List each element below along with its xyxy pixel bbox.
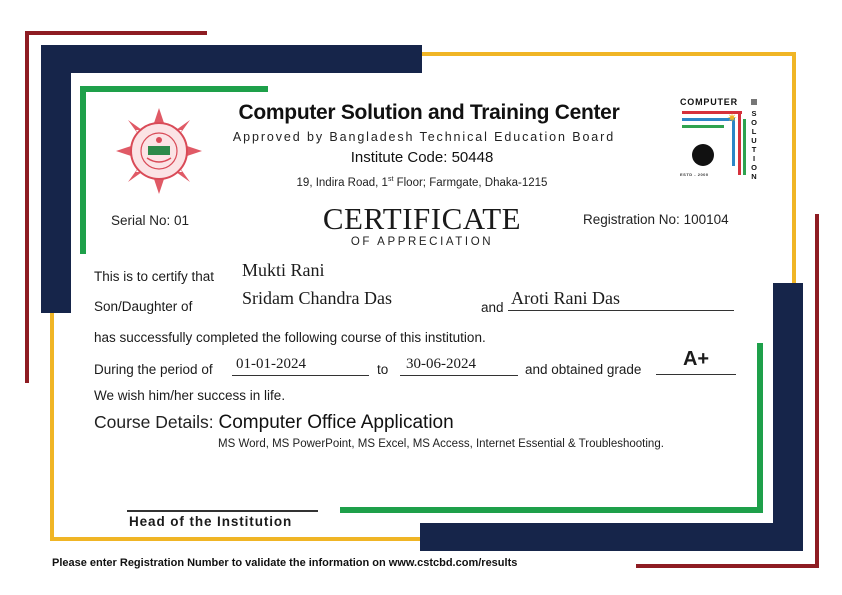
logo-line-5: [732, 118, 735, 166]
frame-red-right: [815, 214, 819, 568]
completed-text: has successfully completed the following course of this institution.: [94, 330, 486, 345]
logo-caption: ESTD - 2000: [680, 172, 709, 177]
frame-navy-bottom: [420, 523, 803, 551]
address-part-2: Floor; Farmgate, Dhaka-1215: [393, 176, 548, 189]
logo-star-icon: ✷: [727, 111, 738, 125]
frame-red-top: [25, 31, 207, 35]
grade-value: A+: [656, 348, 736, 375]
signature-line: [127, 510, 318, 512]
institute-code: Institute Code: 50448: [350, 149, 494, 166]
frame-red-bottom: [636, 564, 819, 568]
address-part-1: 19, Indira Road, 1: [296, 176, 388, 189]
logo-word-computer: COMPUTER: [680, 97, 738, 107]
institute-address: [270, 176, 574, 189]
registration-value: 100104: [683, 212, 729, 227]
logo-word-solution: S O L U T I O N: [751, 109, 757, 181]
signature-label: Head of the Institution: [129, 514, 293, 529]
frame-navy-left: [41, 45, 71, 313]
wish-text: We wish him/her success in life.: [94, 388, 286, 403]
logo-dot: [692, 144, 714, 166]
mother-name: Aroti Rani Das: [508, 288, 734, 311]
frame-red-left: [25, 31, 29, 383]
to-label: to: [377, 362, 389, 377]
course-modules: MS Word, MS PowerPoint, MS Excel, MS Access, Internet Essential & Troubleshooting.: [218, 438, 664, 450]
certificate-subtitle: OF APPRECIATION: [350, 236, 494, 248]
certify-label: This is to certify that: [94, 269, 215, 284]
address-superscript: st: [387, 176, 394, 183]
grade-label: and obtained grade: [525, 362, 642, 377]
institute-name: Computer Solution and Training Center: [238, 101, 620, 124]
logo-line-6: [743, 119, 746, 175]
approval-text: Approved by Bangladesh Technical Education Board: [232, 130, 616, 144]
certificate-title: CERTIFICATE: [322, 201, 522, 236]
frame-yellow-top: [422, 52, 796, 56]
frame-navy-right: [773, 283, 803, 551]
frame-navy-top: [41, 45, 422, 73]
footer-note: Please enter Registration Number to validate the information on www.cstcbd.com/results: [52, 557, 518, 569]
serial-label: Serial No:: [111, 213, 171, 228]
logo-line-3: [682, 125, 724, 128]
frame-green-top: [80, 86, 268, 92]
logo-square: [751, 99, 757, 105]
logo-line-4: [738, 111, 741, 175]
serial-number: [111, 213, 189, 228]
course-details: [94, 412, 454, 434]
frame-yellow-bottom: [50, 537, 420, 541]
frame-green-right: [757, 343, 763, 513]
parent-label: Son/Daughter of: [94, 299, 193, 314]
registration-number: [583, 212, 729, 227]
registration-label: Registration No:: [583, 212, 680, 227]
logo-line-2: [682, 118, 732, 121]
start-date: 01-01-2024: [232, 356, 369, 376]
frame-green-bottom: [340, 507, 763, 513]
course-label: Course Details:: [94, 412, 214, 432]
frame-yellow-left: [50, 313, 54, 541]
father-name: Sridam Chandra Das: [242, 288, 392, 308]
frame-yellow-right: [792, 52, 796, 284]
student-name: Mukti Rani: [242, 260, 325, 280]
computer-solution-logo: [680, 97, 762, 181]
frame-green-left: [80, 86, 86, 254]
course-name: Computer Office Application: [218, 412, 454, 433]
period-label: During the period of: [94, 362, 213, 377]
board-seal-logo: [114, 106, 204, 196]
end-date: 30-06-2024: [400, 356, 518, 376]
serial-value: 01: [174, 213, 190, 228]
and-label: and: [481, 300, 504, 315]
